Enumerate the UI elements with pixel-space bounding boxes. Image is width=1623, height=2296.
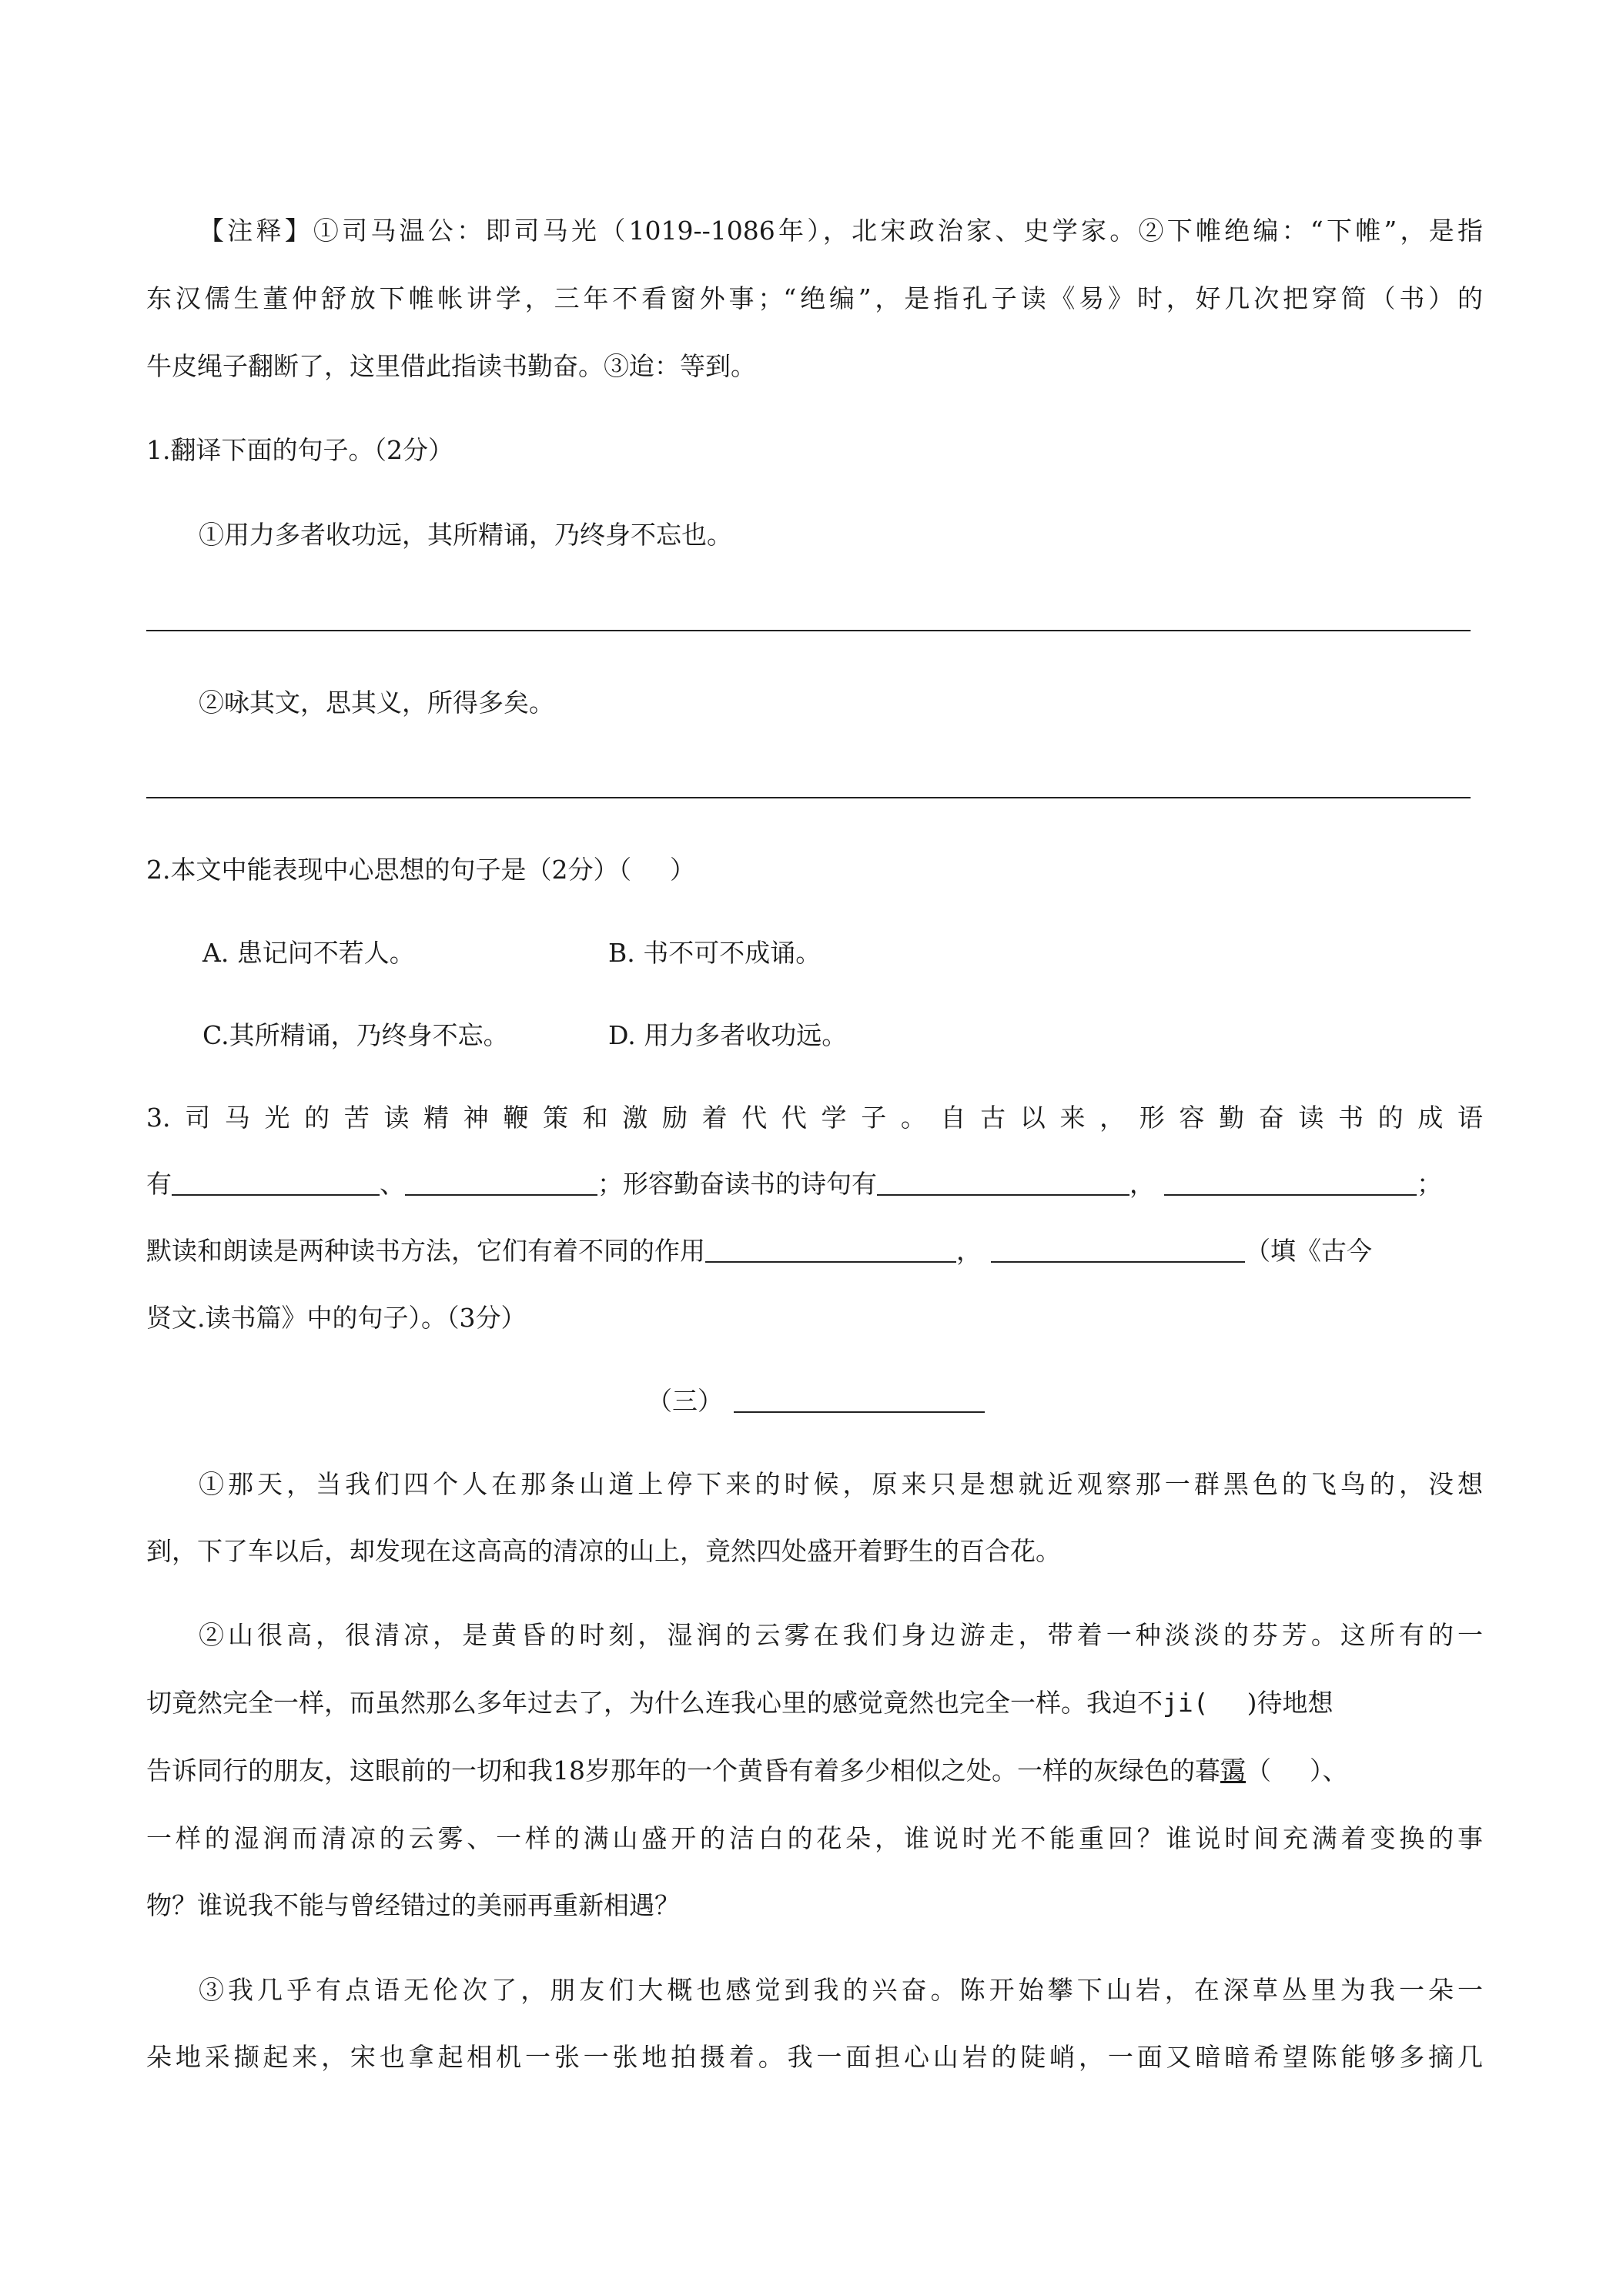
underlined-word: 霭 [1220, 1755, 1246, 1786]
answer-blank[interactable] [172, 1171, 380, 1196]
question-3-text: ；形容勤奋读书的诗句有 [597, 1169, 877, 1199]
option-a: A. 患记问不若人。 [202, 938, 415, 968]
annotation-line: 东汉儒生董仲舒放下帷帐讲学，三年不看窗外事；“绝编”，是指孔子读《易》时，好几次把穿简（书）的 [146, 283, 1483, 313]
passage-line [146, 1755, 1348, 1786]
passage-text: )待地想 [1247, 1688, 1334, 1718]
question-3-line [146, 1236, 1372, 1267]
option-d: D. 用力多者收功远。 [608, 1020, 848, 1050]
passage-line: 到，下了车以后，却发现在这高高的清凉的山上，竟然四处盛开着野生的百合花。 [146, 1536, 1061, 1566]
question-3-line: 贤文.读书篇》中的句子）。（3分） [146, 1303, 527, 1333]
question-1-sentence-2: ②咏其文，思其义，所得多矣。 [199, 688, 554, 718]
answer-blank[interactable] [705, 1238, 956, 1263]
question-3-text: 有 [146, 1169, 172, 1199]
section-label: （三） [647, 1386, 723, 1416]
question-3-line: 3.司马光的苦读精神鞭策和激励着代代学子。自古以来，形容勤奋读书的成语 [146, 1103, 1483, 1133]
passage-text: （ [1246, 1755, 1271, 1786]
annotation-line: 【注释】①司马温公：即司马光（1019--1086年），北宋政治家、史学家。②下帷绝编：“下帷”，是指 [199, 216, 1483, 246]
question-2-stem [146, 855, 695, 885]
answer-blank[interactable] [1164, 1171, 1417, 1196]
answer-line[interactable] [146, 797, 1471, 798]
passage-line: 物？谁说我不能与曾经错过的美丽再重新相遇？ [146, 1890, 680, 1920]
question-3-text: ； [1417, 1169, 1442, 1199]
answer-blank[interactable] [877, 1171, 1129, 1196]
question-2-text: 2.本文中能表现中心思想的句子是（2分）（ [146, 855, 631, 885]
question-3-text: 默读和朗读是两种读书方法，它们有着不同的作用 [146, 1236, 705, 1266]
question-3-text: ， [956, 1236, 982, 1266]
question-3-line [146, 1169, 1442, 1200]
question-3-text: ， [1129, 1169, 1155, 1199]
pinyin-prompt: ji( [1163, 1688, 1209, 1718]
passage-text: 告诉同行的朋友，这眼前的一切和我18岁那年的一个黄昏有着多少相似之处。一样的灰绿色的暮 [146, 1755, 1220, 1786]
answer-line[interactable] [146, 630, 1471, 631]
option-b: B. 书不可不成诵。 [608, 938, 822, 968]
section-heading [647, 1386, 985, 1417]
passage-line: ②山很高，很清凉，是黄昏的时刻，湿润的云雾在我们身边游走，带着一种淡淡的芬芳。这所有的一 [199, 1620, 1483, 1650]
title-blank[interactable] [734, 1388, 985, 1413]
passage-line [146, 1688, 1333, 1719]
annotation-line: 牛皮绳子翻断了，这里借此指读书勤奋。③迨：等到。 [146, 351, 756, 381]
answer-blank[interactable] [991, 1238, 1245, 1263]
passage-line: ③我几乎有点语无伦次了，朋友们大概也感觉到我的兴奋。陈开始攀下山岩，在深草丛里为我一朵一 [199, 1975, 1483, 2005]
passage-text: ）、 [1310, 1755, 1348, 1786]
passage-line: 一样的湿润而清凉的云雾、一样的满山盛开的洁白的花朵，谁说时光不能重回？谁说时间充满着变换的事 [146, 1823, 1483, 1853]
question-3-text: 、 [380, 1169, 405, 1199]
question-3-text: （填《古今 [1245, 1236, 1372, 1266]
passage-text: 切竟然完全一样，而虽然那么多年过去了，为什么连我心里的感觉竟然也完全一样。我迫不 [146, 1688, 1163, 1718]
passage-line: ①那天，当我们四个人在那条山道上停下来的时候，原来只是想就近观察那一群黑色的飞鸟的，没想 [199, 1469, 1483, 1499]
passage-line: 朵地采撷起来，宋也拿起相机一张一张地拍摄着。我一面担心山岩的陡峭，一面又暗暗希望陈能够多摘几 [146, 2042, 1483, 2072]
question-1-stem: 1.翻译下面的句子。（2分） [146, 435, 453, 465]
answer-blank[interactable] [405, 1171, 597, 1196]
option-c: C.其所精诵，乃终身不忘。 [202, 1020, 509, 1050]
question-1-sentence-1: ①用力多者收功远，其所精诵，乃终身不忘也。 [199, 520, 732, 550]
question-2-close: ） [669, 855, 695, 885]
